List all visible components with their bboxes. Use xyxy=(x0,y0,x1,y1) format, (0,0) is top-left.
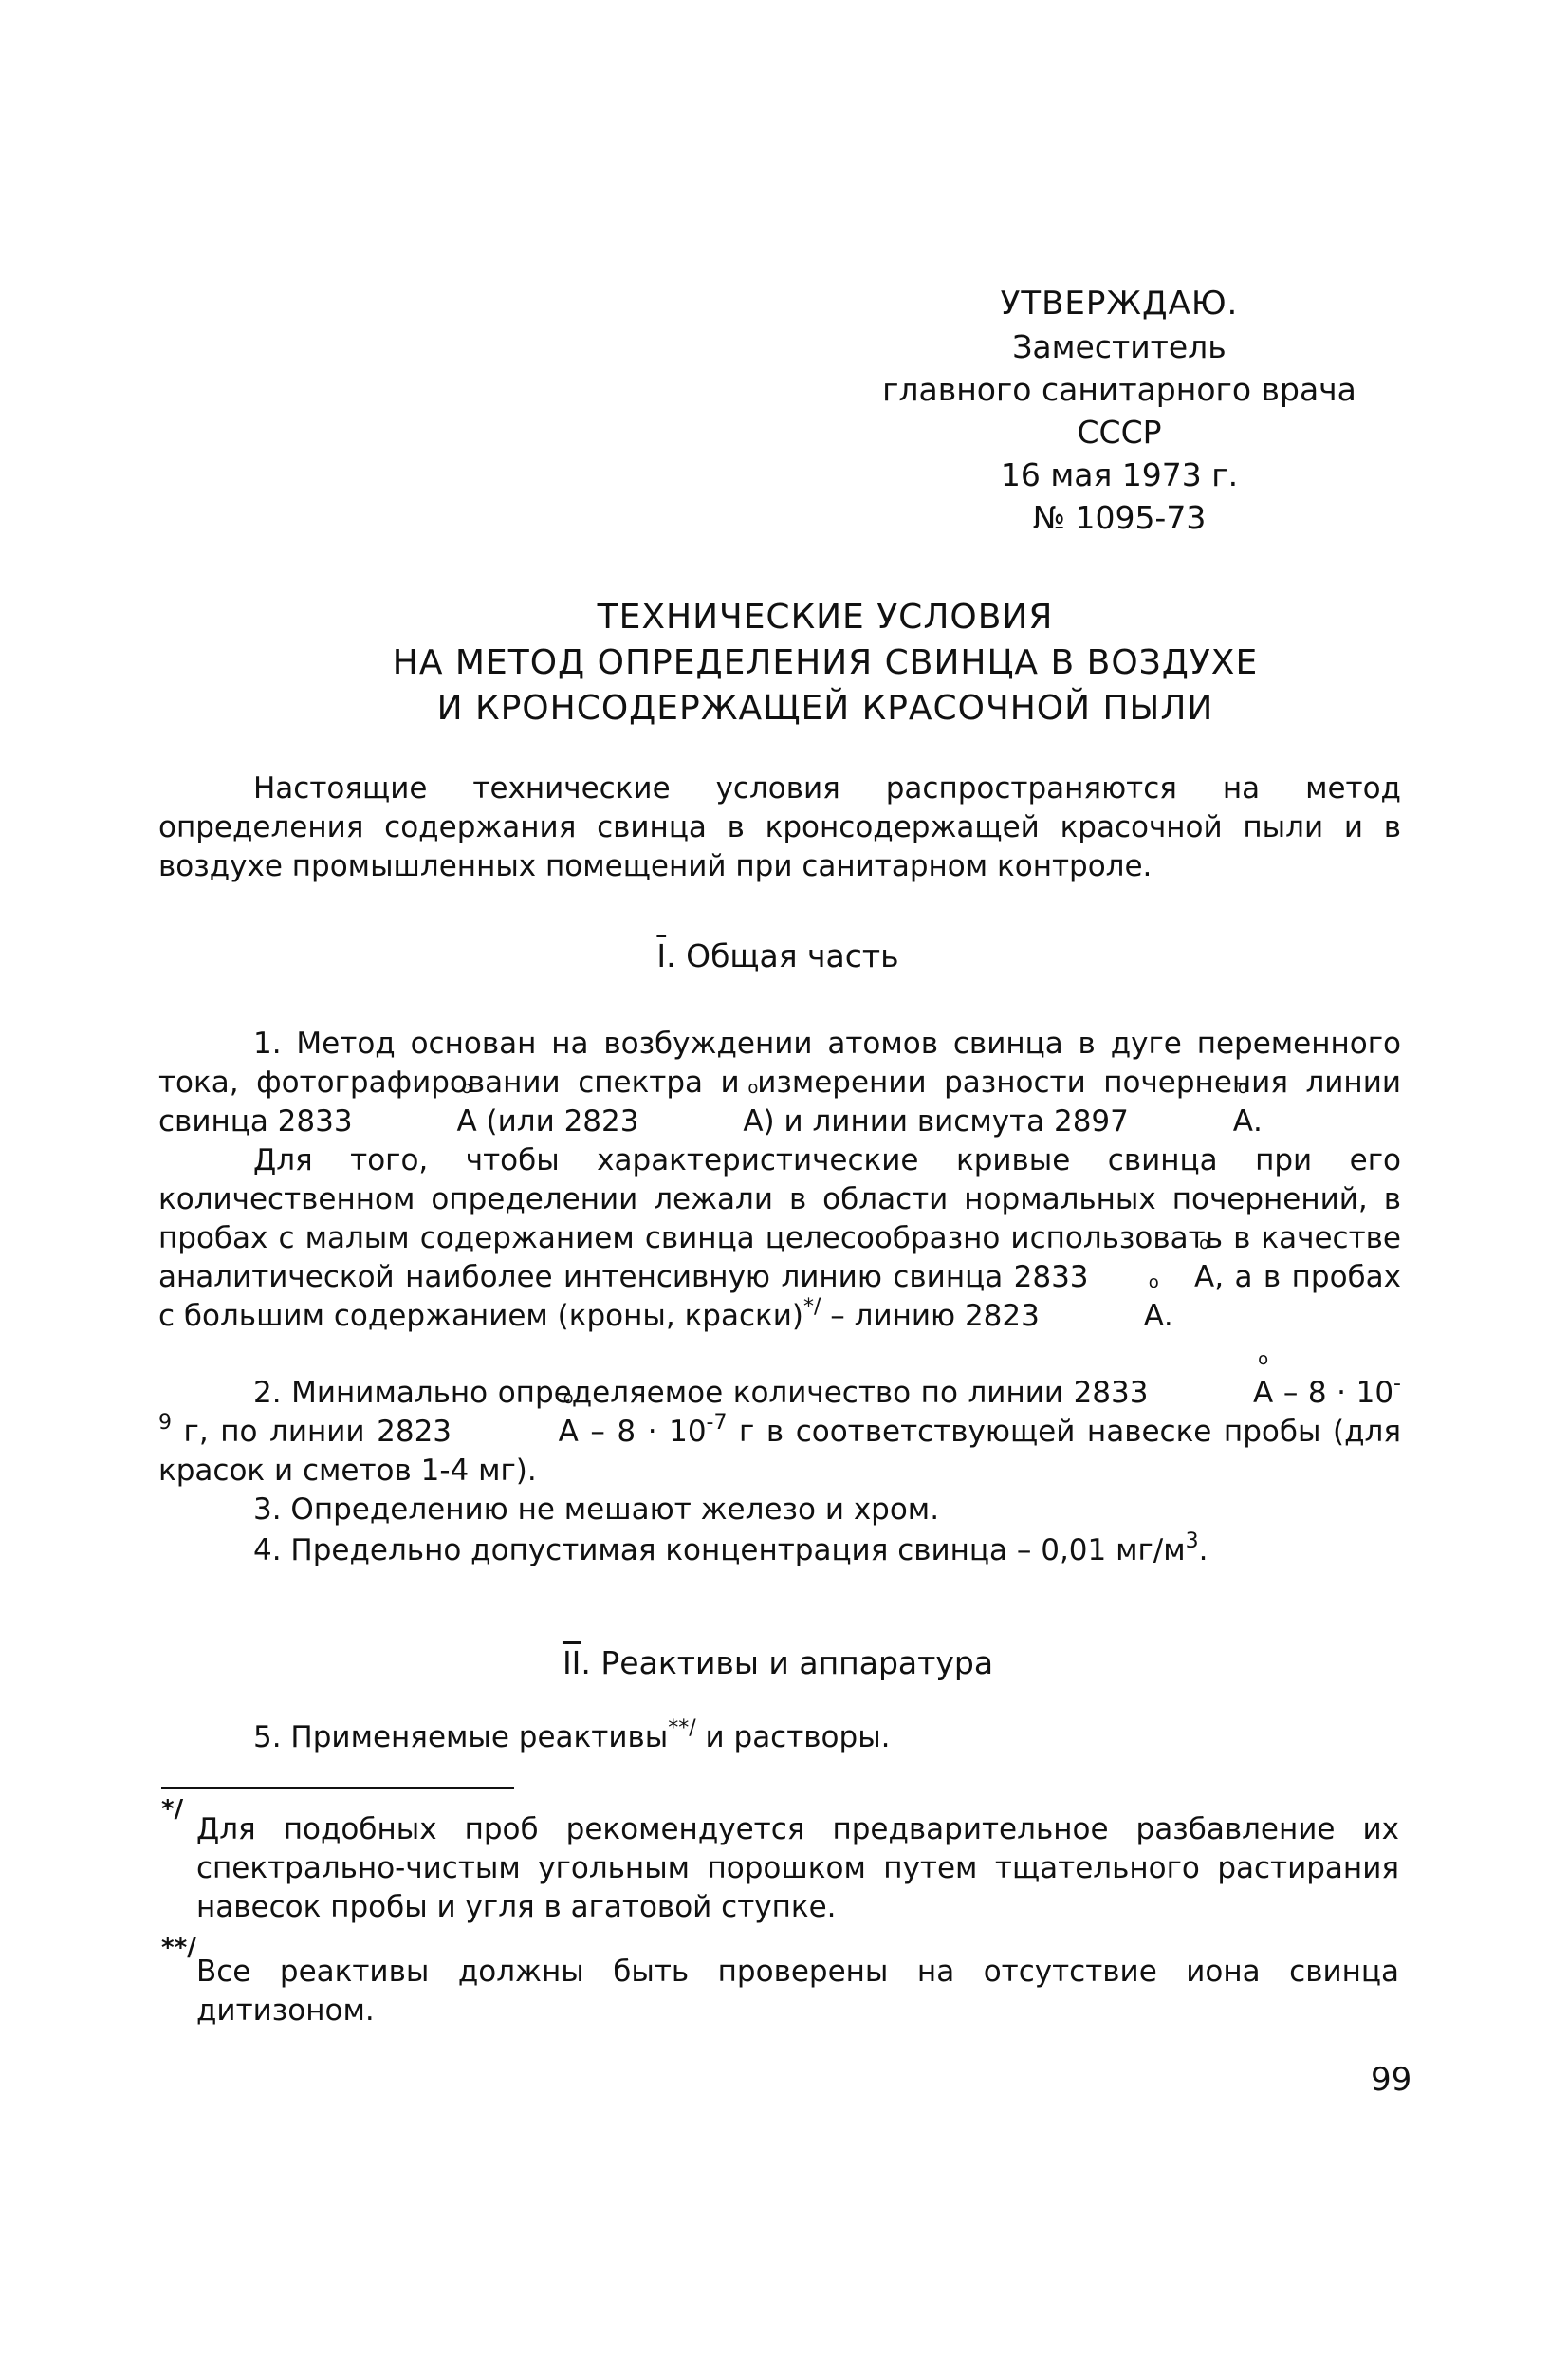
p1-text-a: 1. Метод основан на возбуждении атомов свинца в дуге переменного тока, фотографировании спектра и измерении разности почернения линии свинца 2833 xyxy=(158,1027,1401,1139)
approval-date: 16 мая 1973 г. xyxy=(1000,456,1239,493)
p2-text-a: Для того, чтобы характеристические кривые свинца при его количественном определении лежали в области нормальных почернений, в пробах с малым содержанием свинца целесообразно использовать в качестве аналитической наиболее интенсивную линию свинца 2833 xyxy=(158,1143,1401,1294)
approval-position-detail: главного санитарного врача xyxy=(882,371,1356,408)
angstrom-unit: o А xyxy=(464,1413,579,1452)
approval-number: № 1095-73 xyxy=(1032,499,1207,536)
footnote-2: Все реактивы должны быть проверены на отсутствие иона свинца дитизоном. xyxy=(196,1955,1399,2028)
approval-heading: УТВЕРЖДАЮ. xyxy=(1000,285,1239,323)
title-line-3: И КРОНСОДЕРЖАЩЕЙ КРАСОЧНОЙ ПЫЛИ xyxy=(436,689,1214,728)
p1-text-c: ) и линии висмута 2897 xyxy=(763,1104,1138,1139)
angstrom-unit: o А xyxy=(361,1103,476,1141)
p5-text-a: 4. Предельно допустимая концентрация свинца – 0,01 мг/м xyxy=(253,1533,1186,1567)
document-title xyxy=(171,595,1480,732)
paragraph-6 xyxy=(158,1718,1401,1757)
p1-text-b: (или 2823 xyxy=(476,1104,649,1139)
paragraph-4: 3. Определению не мешают железо и хром. xyxy=(253,1492,940,1527)
section-2-number: $\overline{II}$ xyxy=(562,1644,581,1681)
p6-text-b: и растворы. xyxy=(695,1720,891,1754)
p3-text-d: – 8 · 10 xyxy=(578,1415,707,1449)
approval-position: Заместитель xyxy=(1012,328,1227,365)
p3-text-e: г в соответствующей навеске пробы (для красок и сметов 1-4 мг). xyxy=(158,1415,1401,1488)
p3-text-b: – 8 · 10 xyxy=(1273,1376,1394,1410)
paragraph-2 xyxy=(158,1141,1401,1336)
paragraph-5 xyxy=(158,1531,1401,1570)
footnote-2-mark: **/ xyxy=(161,1934,196,1962)
angstrom-unit: o А xyxy=(1049,1297,1164,1336)
p2-text-c: – линию 2823 xyxy=(821,1299,1049,1333)
footnote-ref-2: **/ xyxy=(668,1716,696,1740)
angstrom-unit: o А xyxy=(1138,1103,1253,1141)
p2-text-d: . xyxy=(1163,1299,1173,1333)
section-1-title: . Общая часть xyxy=(666,937,899,974)
section-1-number: $\overline{I}$ xyxy=(656,937,667,974)
section-2-title: . Реактивы и аппаратура xyxy=(581,1644,994,1681)
footnote-1-mark: */ xyxy=(161,1795,184,1824)
footnote-1: Для подобных проб рекомендуется предварительное разбавление их спектрально-чистым угольным порошком путем тщательного растирания навесок пробы и угля в агатовой ступке. xyxy=(196,1812,1399,1924)
p3-text-a: 2. Минимально определяемое количество по линии 2833 xyxy=(253,1376,1159,1410)
p5-text-b: . xyxy=(1198,1533,1208,1567)
footnote-ref-1: */ xyxy=(803,1295,821,1319)
approval-country: СССР xyxy=(1077,414,1162,451)
p1-text-d: . xyxy=(1252,1104,1263,1139)
paragraph-1 xyxy=(158,1025,1401,1141)
angstrom-unit: o А xyxy=(1099,1258,1214,1297)
section-2-heading xyxy=(114,1642,1442,1684)
exponent: -7 xyxy=(706,1411,728,1435)
intro-paragraph: Настоящие технические условия распространяются на метод определения содержания свинца в кронсодержащей красочной пыли и в воздухе промышленных помещений при санитарном контроле. xyxy=(158,771,1401,883)
title-line-2: НА МЕТОД ОПРЕДЕЛЕНИЯ СВИНЦА В ВОЗДУХЕ xyxy=(392,643,1259,682)
p6-text-a: 5. Применяемые реактивы xyxy=(253,1720,669,1754)
paragraph-3 xyxy=(158,1374,1401,1491)
section-1-heading xyxy=(114,936,1442,977)
angstrom-unit: o А xyxy=(648,1103,763,1141)
exponent: -9 xyxy=(158,1372,1401,1435)
p3-text-c: г, по линии 2823 xyxy=(172,1415,464,1449)
approval-block xyxy=(759,283,1480,539)
title-line-1: ТЕХНИЧЕСКИЕ УСЛОВИЯ xyxy=(597,598,1054,637)
footnote-separator xyxy=(161,1787,514,1789)
page-number: 99 xyxy=(1371,2061,1412,2099)
angstrom-unit: o А xyxy=(1158,1374,1273,1413)
p2-text-b: , а в пробах с большим содержанием (кроны, краски) xyxy=(158,1260,1401,1333)
exponent: 3 xyxy=(1185,1529,1199,1553)
